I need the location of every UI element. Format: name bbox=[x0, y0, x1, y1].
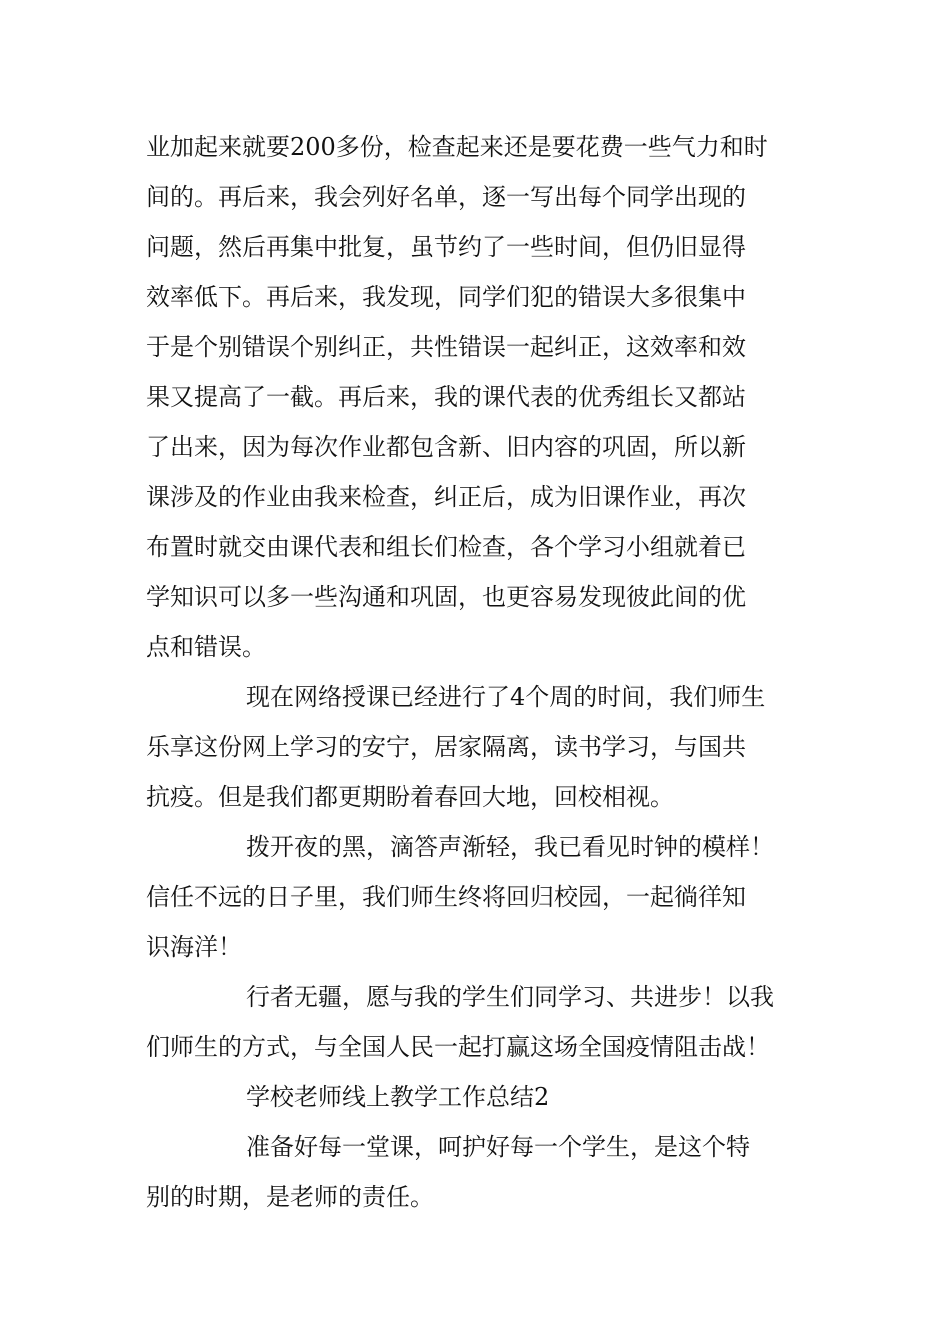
body-text bbox=[146, 122, 810, 1222]
paragraph bbox=[146, 122, 810, 672]
text-line: 拨开夜的黑，滴答声渐轻，我已看见时钟的模样！ bbox=[246, 833, 774, 861]
paragraph bbox=[146, 822, 810, 972]
paragraph bbox=[146, 1072, 810, 1122]
text-line: 了出来，因为每次作业都包含新、旧内容的巩固，所以新 bbox=[146, 433, 746, 461]
text-line: 信任不远的日子里，我们师生终将回归校园，一起徜徉知 bbox=[146, 883, 746, 911]
text-line: 别的时期，是老师的责任。 bbox=[146, 1183, 434, 1211]
paragraph bbox=[146, 672, 810, 822]
text-line: 间的。再后来，我会列好名单，逐一写出每个同学出现的 bbox=[146, 183, 746, 211]
text-line: 现在网络授课已经进行了4个周的时间，我们师生 bbox=[246, 683, 766, 711]
text-line: 学知识可以多一些沟通和巩固，也更容易发现彼此间的优 bbox=[146, 583, 746, 611]
text-line: 果又提高了一截。再后来，我的课代表的优秀组长又都站 bbox=[146, 383, 746, 411]
text-line: 抗疫。但是我们都更期盼着春回大地，回校相视。 bbox=[146, 783, 674, 811]
text-line: 们师生的方式，与全国人民一起打赢这场全国疫情阻击战！ bbox=[146, 1033, 770, 1061]
paragraph bbox=[146, 1122, 810, 1222]
text-line: 课涉及的作业由我来检查，纠正后，成为旧课作业，再次 bbox=[146, 483, 746, 511]
text-line: 准备好每一堂课，呵护好每一个学生，是这个特 bbox=[246, 1133, 750, 1161]
text-line: 布置时就交由课代表和组长们检查，各个学习小组就着已 bbox=[146, 533, 746, 561]
text-line: 问题，然后再集中批复，虽节约了一些时间，但仍旧显得 bbox=[146, 233, 746, 261]
text-line: 于是个别错误个别纠正，共性错误一起纠正，这效率和效 bbox=[146, 333, 746, 361]
section-heading: 学校老师线上教学工作总结2 bbox=[246, 1083, 550, 1111]
text-line: 效率低下。再后来，我发现，同学们犯的错误大多很集中 bbox=[146, 283, 746, 311]
text-line: 业加起来就要200多份，检查起来还是要花费一些气力和时 bbox=[146, 133, 768, 161]
text-line: 行者无疆，愿与我的学生们同学习、共进步！以我 bbox=[246, 983, 774, 1011]
text-line: 乐享这份网上学习的安宁，居家隔离，读书学习，与国共 bbox=[146, 733, 746, 761]
paragraph bbox=[146, 972, 810, 1072]
text-line: 识海洋！ bbox=[146, 933, 242, 961]
text-line: 点和错误。 bbox=[146, 633, 266, 661]
paragraph-container bbox=[146, 122, 810, 1222]
